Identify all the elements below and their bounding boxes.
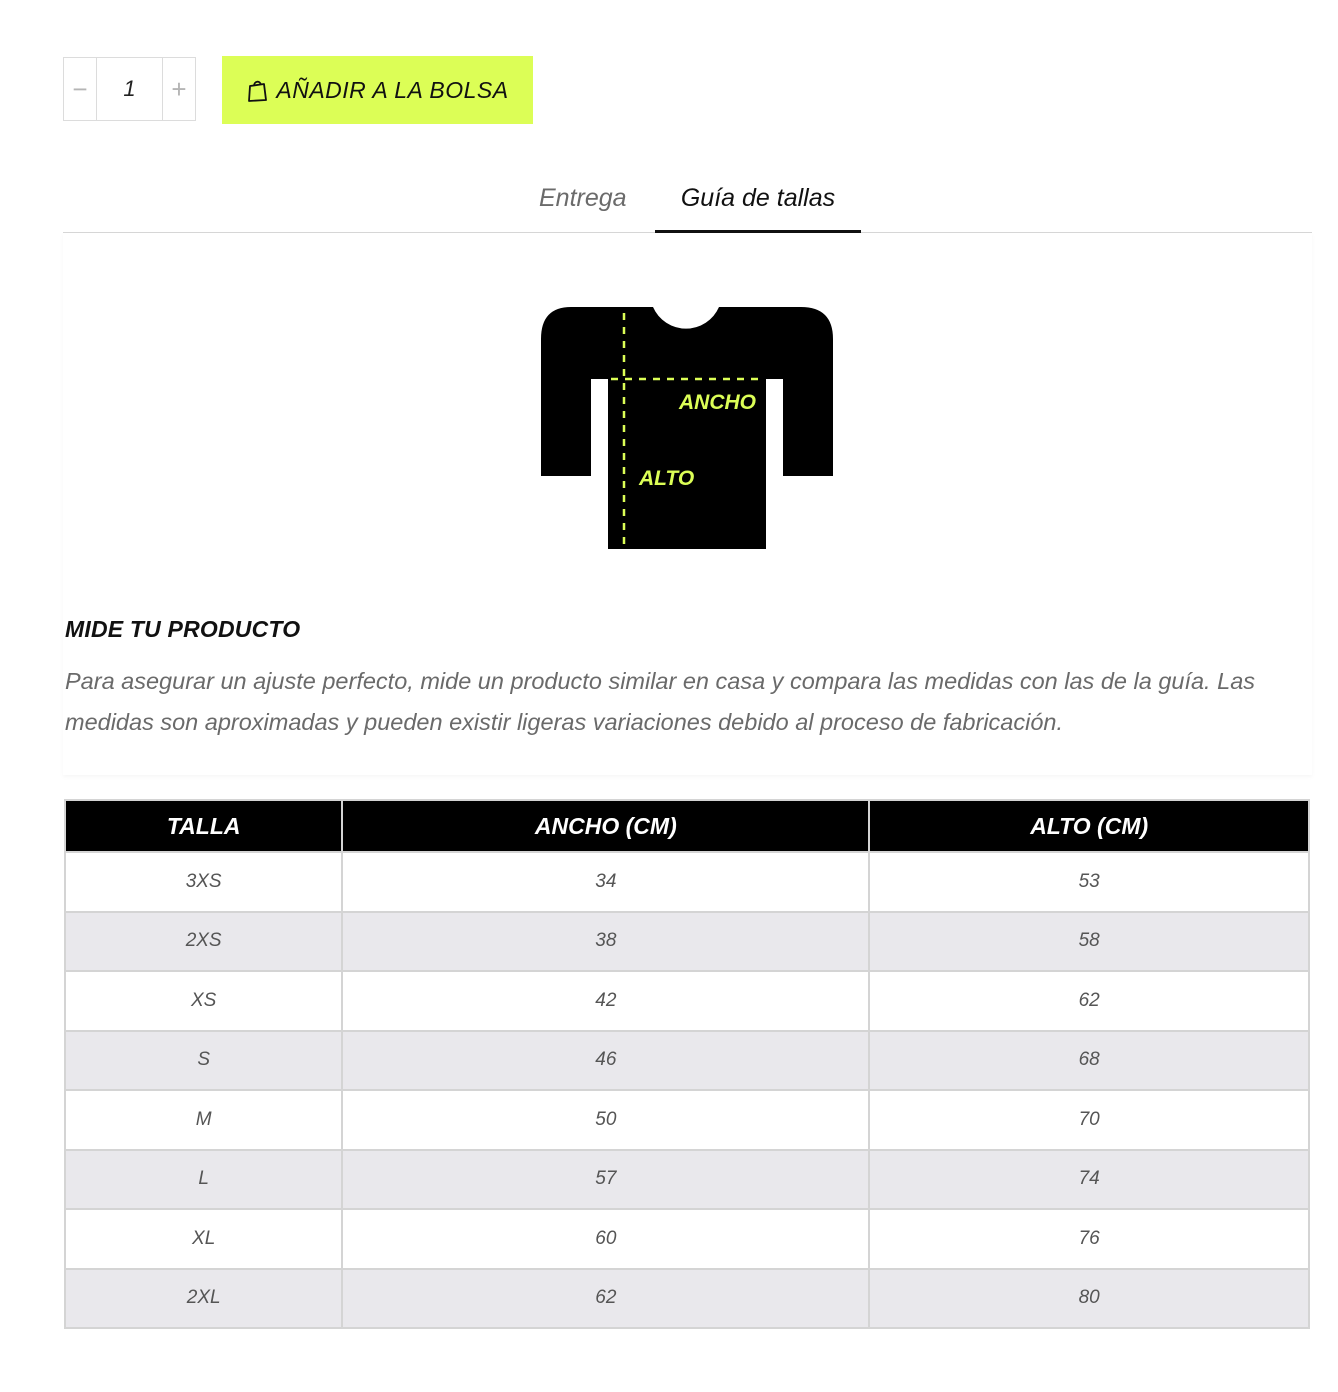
quantity-increase-button[interactable]: + (162, 58, 195, 120)
size-cell: XS (65, 971, 342, 1031)
width-cell: 62 (342, 1269, 869, 1329)
shirt-silhouette (541, 307, 833, 549)
size-cell: L (65, 1150, 342, 1210)
height-cell: 76 (869, 1209, 1309, 1269)
measure-description: Para asegurar un ajuste perfecto, mide un producto similar en casa y compara las medidas con las de la guía. Las medidas son aproximadas y pueden existir ligeras variaciones debido al proceso de fabricación. (65, 668, 1256, 735)
table-row (65, 1150, 1309, 1210)
measure-heading: MIDE TU PRODUCTO (65, 616, 301, 642)
height-cell: 53 (869, 852, 1309, 912)
quantity-decrease-button[interactable]: − (64, 58, 97, 120)
table-row (65, 971, 1309, 1031)
size-cell: 2XS (65, 912, 342, 972)
height-label: ALTO (639, 467, 695, 490)
header-height: ALTO (CM) (869, 800, 1309, 852)
table-row (65, 852, 1309, 912)
table-row (65, 1209, 1309, 1269)
height-cell: 74 (869, 1150, 1309, 1210)
size-cell: M (65, 1090, 342, 1150)
tab-size-guide[interactable]: Guía de tallas (655, 184, 861, 233)
shirt-measurement-diagram (541, 305, 835, 551)
width-cell: 57 (342, 1150, 869, 1210)
size-cell: S (65, 1031, 342, 1091)
table-row (65, 912, 1309, 972)
width-cell: 50 (342, 1090, 869, 1150)
width-cell: 42 (342, 971, 869, 1031)
size-table (64, 799, 1310, 1329)
width-cell: 46 (342, 1031, 869, 1091)
height-cell: 68 (869, 1031, 1309, 1091)
table-row (65, 1269, 1309, 1329)
width-cell: 38 (342, 912, 869, 972)
quantity-input[interactable] (97, 58, 162, 120)
height-cell: 62 (869, 971, 1309, 1031)
size-table-header-row (65, 800, 1309, 852)
shopping-bag-icon (246, 78, 268, 102)
width-cell: 60 (342, 1209, 869, 1269)
size-cell: 3XS (65, 852, 342, 912)
height-cell: 70 (869, 1090, 1309, 1150)
header-width: ANCHO (CM) (342, 800, 869, 852)
quantity-stepper (63, 57, 196, 121)
width-cell: 34 (342, 852, 869, 912)
size-guide-panel (63, 233, 1312, 775)
purchase-row (63, 57, 533, 121)
add-to-bag-button[interactable] (222, 56, 533, 124)
table-row (65, 1031, 1309, 1091)
product-tabs (63, 170, 1312, 233)
table-row (65, 1090, 1309, 1150)
width-label: ANCHO (679, 391, 756, 414)
add-to-bag-label: AÑADIR A LA BOLSA (276, 76, 509, 103)
height-cell: 80 (869, 1269, 1309, 1329)
height-cell: 58 (869, 912, 1309, 972)
tab-delivery[interactable]: Entrega (539, 184, 627, 212)
size-cell: 2XL (65, 1269, 342, 1329)
size-cell: XL (65, 1209, 342, 1269)
header-size: TALLA (65, 800, 342, 852)
